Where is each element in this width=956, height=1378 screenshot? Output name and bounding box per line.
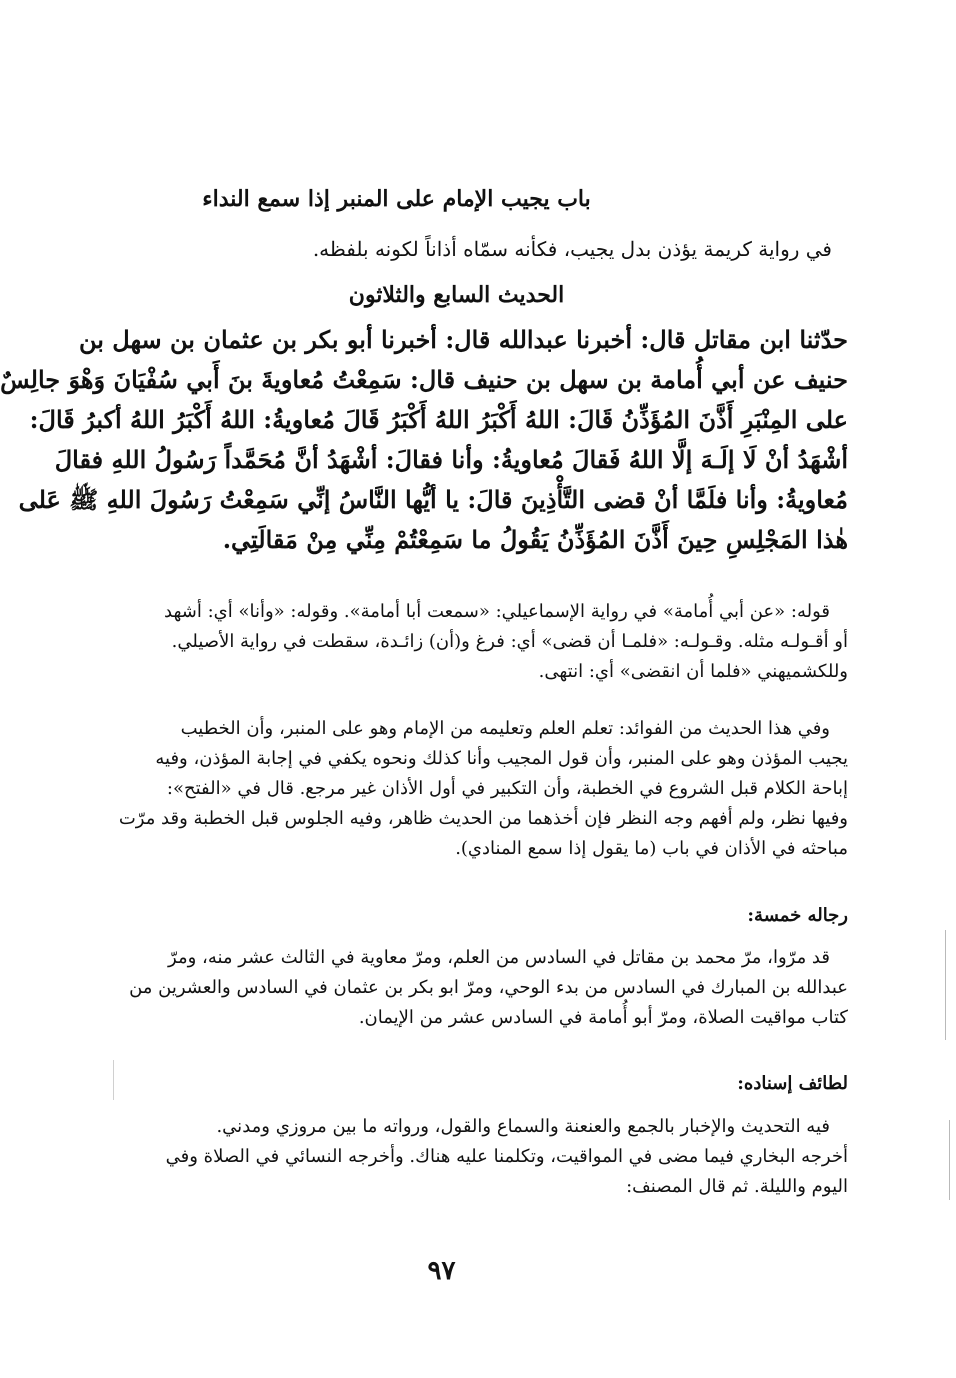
- commentary-line: فيه التحديث والإخبار بالجمع والعنعنة والسماع والقول، ورواته ما بين مروزي ومدني.: [216, 1116, 830, 1137]
- hadith-line: حنيف عن أبي أُمامة بن سهل بن حنيف قال: سَمِعْتُ مُعاويةَ بنَ أَبي سُفْيَانَ وَهْوَ جالِسٌ: [0, 365, 848, 394]
- scan-edge-mark: [113, 1060, 114, 1100]
- commentary-line: أو أقـولـه مثله. وقـولـه: «فلمـا أن قضى» أي: فرغ و(أن) زائـدة، سقطت في رواية الأصيلي.: [171, 631, 848, 652]
- chapter-title: باب يجيب الإمام على المنبر إذا سمع النداء: [202, 186, 591, 212]
- hadith-line: حدّثنا ابن مقاتل قال: أخبرنا عبدالله قال: أخبرنا أبو بكر بن عثمان بن سهل بن: [79, 325, 848, 354]
- commentary-line: كتاب مواقيت الصلاة، ومرّ أبو أُمامة في السادس عشر من الإيمان.: [358, 1007, 848, 1028]
- hadith-line: أشْهَدُ أنْ لَا إلَـهَ إلَّا اللهُ فَقالَ مُعاويةُ: وأنا فقالَ: أشْهَدُ أنَّ مُحَمَّداً رَسُولُ اللهِ فقالَ: [54, 445, 848, 474]
- scan-edge-mark: [949, 1120, 950, 1200]
- commentary-line: قوله: «عن أبي أُمامة» في رواية الإسماعيلي: «سمعت أبا أمامة». وقوله: «وأنا» أي: أشهد: [164, 601, 830, 622]
- hadith-text: [0, 320, 848, 560]
- commentary-paragraph-1: [105, 597, 848, 687]
- commentary-line: عبدالله بن المبارك في السادس من بدء الوحي، ومرّ ابو بكر بن عثمان في السادس والعشرين من: [129, 977, 848, 998]
- isnad-subtleties-paragraph: [105, 1112, 848, 1202]
- commentary-paragraph-2: [105, 714, 848, 864]
- commentary-line: وفي هذا الحديث من الفوائد: تعلم العلم وتعليمه من الإمام وهو على المنبر، وأن الخطيب: [180, 718, 830, 739]
- commentary-line: يجيب المؤذن وهو على المنبر، وأن قول المجيب وأنا كذلك ونحوه يكفي في إجابة المؤذن، وفيه: [155, 748, 848, 769]
- commentary-line: وفيها نظر، ولم أفهم وجه النظر فإن أخذهما من الحديث ظاهر، وفيه الجلوس قبل الخطبة وقد مرّت: [118, 808, 848, 829]
- hadith-line: على المِنْبَرِ أَذَّنَ المُؤَذِّنُ قَالَ: اللهُ أَكْبَرُ اللهُ أَكْبَرُ قَالَ مُعاويةُ: اللهُ أَكْبَرُ اللهُ أكبرُ قَالَ:: [29, 405, 848, 434]
- hadith-heading: الحديث السابع والثلاثون: [348, 282, 565, 308]
- isnad-subtleties-heading: لطائف إسناده:: [737, 1073, 848, 1094]
- commentary-line: وللكشميهني «فلما أن انقضى» أي: انتهى.: [538, 661, 848, 682]
- chapter-note: في رواية كريمة يؤذن بدل يجيب، فكأنه سمّاه أذاناً لكونه بلفظه.: [312, 237, 832, 261]
- commentary-line: اليوم والليلة. ثم قال المصنف:: [626, 1176, 848, 1197]
- narrators-heading: رجاله خمسة:: [747, 905, 848, 926]
- page-number: ٩٧: [427, 1256, 456, 1286]
- commentary-line: قد مرّوا، مرّ محمد بن مقاتل في السادس من العلم، ومرّ معاوية في الثالث عشر منه، ومرّ: [168, 947, 830, 968]
- commentary-line: إباحة الكلام قبل الشروع في الخطبة، وأن التكبير في أول الأذان غير مرجع. قال في «الفتح»:: [166, 778, 848, 799]
- narrators-paragraph: [105, 943, 848, 1033]
- commentary-line: مباحثه في الأذان في باب (ما يقول إذا سمع المنادي).: [455, 838, 848, 859]
- hadith-line: هٰذا المَجْلِسِ حِينَ أَذَّنَ المُؤَذِّنُ يَقُولُ ما سَمِعْتُمْ مِنِّي مِنْ مَقالَتِي.: [222, 525, 848, 554]
- hadith-line: مُعاويةُ: وأنا فلَمَّا أنْ قضى التَّأْذِينَ قالَ: يا أيُّها النَّاسُ إنِّي سَمِعْتُ رَسُولَ اللهِ ﷺ عَلى: [18, 485, 848, 514]
- commentary-line: أخرجه البخاري فيما مضى في المواقيت، وتكلمنا عليه هناك. وأخرجه النسائي في الصلاة وفي: [165, 1146, 848, 1167]
- scan-edge-mark: [945, 930, 946, 1040]
